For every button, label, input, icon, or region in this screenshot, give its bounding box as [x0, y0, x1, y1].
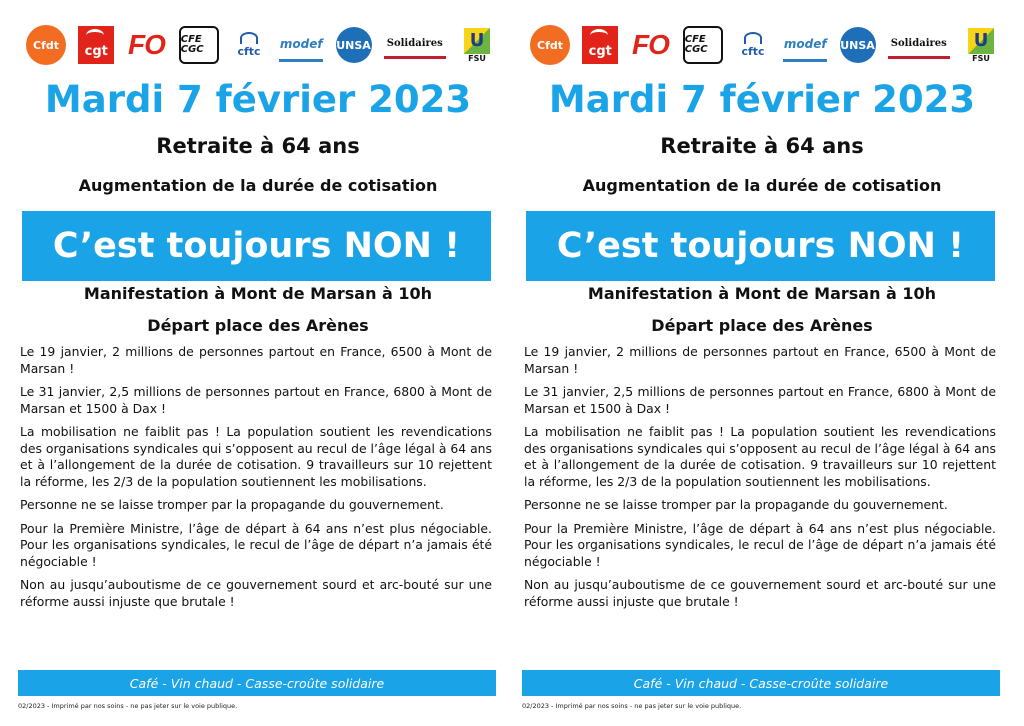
cfdt-logo: Cfdt	[26, 25, 66, 65]
cftc-logo: cftc	[735, 29, 771, 61]
footer-banner: Café - Vin chaud - Casse-croûte solidaire	[522, 670, 1000, 696]
cfe-cgc-logo: CFE CGC	[683, 26, 723, 64]
paragraph: Personne ne se laisse tromper par la propagande du gouvernement.	[20, 497, 444, 512]
departure-place: Départ place des Arènes	[147, 316, 369, 335]
cgt-logo: cgt	[78, 26, 114, 64]
slogan-banner: C’est toujours NON !	[526, 211, 995, 281]
modef-logo: modef	[279, 29, 323, 62]
headline-retraite: Retraite à 64 ans	[660, 134, 864, 158]
paragraph: Non au jusqu’auboutisme de ce gouvernement sourd et arc-bouté sur une réforme aussi injuste que brutale !	[524, 577, 996, 609]
paragraph: Le 19 janvier, 2 millions de personnes partout en France, 6500 à Mont de Marsan !	[20, 344, 492, 376]
paragraph: Le 31 janvier, 2,5 millions de personnes partout en France, 6800 à Mont de Marsan et 1500 à Dax !	[20, 384, 492, 416]
footer-banner: Café - Vin chaud - Casse-croûte solidaire	[18, 670, 496, 696]
paragraph: La mobilisation ne faiblit pas ! La population soutient les revendications des organisations syndicales qui s’opposent au recul de l’âge légal à 64 ans et à l’allongement de la durée de cotisation. 9 travailleurs sur 10 rejettent la réforme, les 2/3 de la population soutiennent les mobilisations.	[524, 424, 996, 489]
solidaires-logo: Solidaires	[384, 32, 446, 59]
print-footnote: 02/2023 - Imprimé par nos soins - ne pas jeter sur le voie publique.	[522, 702, 742, 710]
print-footnote: 02/2023 - Imprimé par nos soins - ne pas jeter sur le voie publique.	[18, 702, 238, 710]
union-logos	[530, 22, 1000, 68]
slogan-banner: C’est toujours NON !	[22, 211, 491, 281]
fo-logo: FO	[632, 29, 669, 60]
union-logos	[26, 22, 496, 68]
paragraph: La mobilisation ne faiblit pas ! La population soutient les revendications des organisations syndicales qui s’opposent au recul de l’âge légal à 64 ans et à l’allongement de la durée de cotisation. 9 travailleurs sur 10 rejettent la réforme, les 2/3 de la population soutiennent les mobilisations.	[20, 424, 492, 489]
headline-cotisation: Augmentation de la durée de cotisation	[582, 176, 942, 195]
unsa-logo: UNSA	[336, 27, 372, 63]
event-date: Mardi 7 février 2023	[44, 78, 472, 121]
paragraph: Non au jusqu’auboutisme de ce gouvernement sourd et arc-bouté sur une réforme aussi injuste que brutale !	[20, 577, 492, 609]
solidaires-logo: Solidaires	[888, 32, 950, 59]
demonstration-info: Manifestation à Mont de Marsan à 10h	[83, 284, 433, 303]
paragraph: Pour la Première Ministre, l’âge de départ à 64 ans n’est plus négociable. Pour les organisations syndicales, le recul de l’âge de départ n’a jamais été négociable !	[524, 520, 996, 569]
headline-retraite: Retraite à 64 ans	[156, 134, 360, 158]
demonstration-info: Manifestation à Mont de Marsan à 10h	[587, 284, 937, 303]
unsa-logo: UNSA	[840, 27, 876, 63]
modef-logo: modef	[783, 29, 827, 62]
event-date: Mardi 7 février 2023	[548, 78, 976, 121]
body-text	[20, 344, 492, 617]
paragraph: Personne ne se laisse tromper par la propagande du gouvernement.	[524, 497, 948, 512]
fsu-logo: U FSU	[458, 23, 496, 67]
paragraph: Le 19 janvier, 2 millions de personnes partout en France, 6500 à Mont de Marsan !	[524, 344, 996, 376]
paragraph: Pour la Première Ministre, l’âge de départ à 64 ans n’est plus négociable. Pour les organisations syndicales, le recul de l’âge de départ n’a jamais été négociable !	[20, 520, 492, 569]
cfdt-logo: Cfdt	[530, 25, 570, 65]
departure-place: Départ place des Arènes	[651, 316, 873, 335]
cfe-cgc-logo: CFE CGC	[179, 26, 219, 64]
paragraph: Le 31 janvier, 2,5 millions de personnes partout en France, 6800 à Mont de Marsan et 1500 à Dax !	[524, 384, 996, 416]
fsu-logo: U FSU	[962, 23, 1000, 67]
headline-cotisation: Augmentation de la durée de cotisation	[78, 176, 438, 195]
flyer-left	[18, 0, 498, 726]
cgt-logo: cgt	[582, 26, 618, 64]
fo-logo: FO	[128, 29, 165, 60]
body-text	[524, 344, 996, 617]
cftc-logo: cftc	[231, 29, 267, 61]
flyer-right	[522, 0, 1002, 726]
